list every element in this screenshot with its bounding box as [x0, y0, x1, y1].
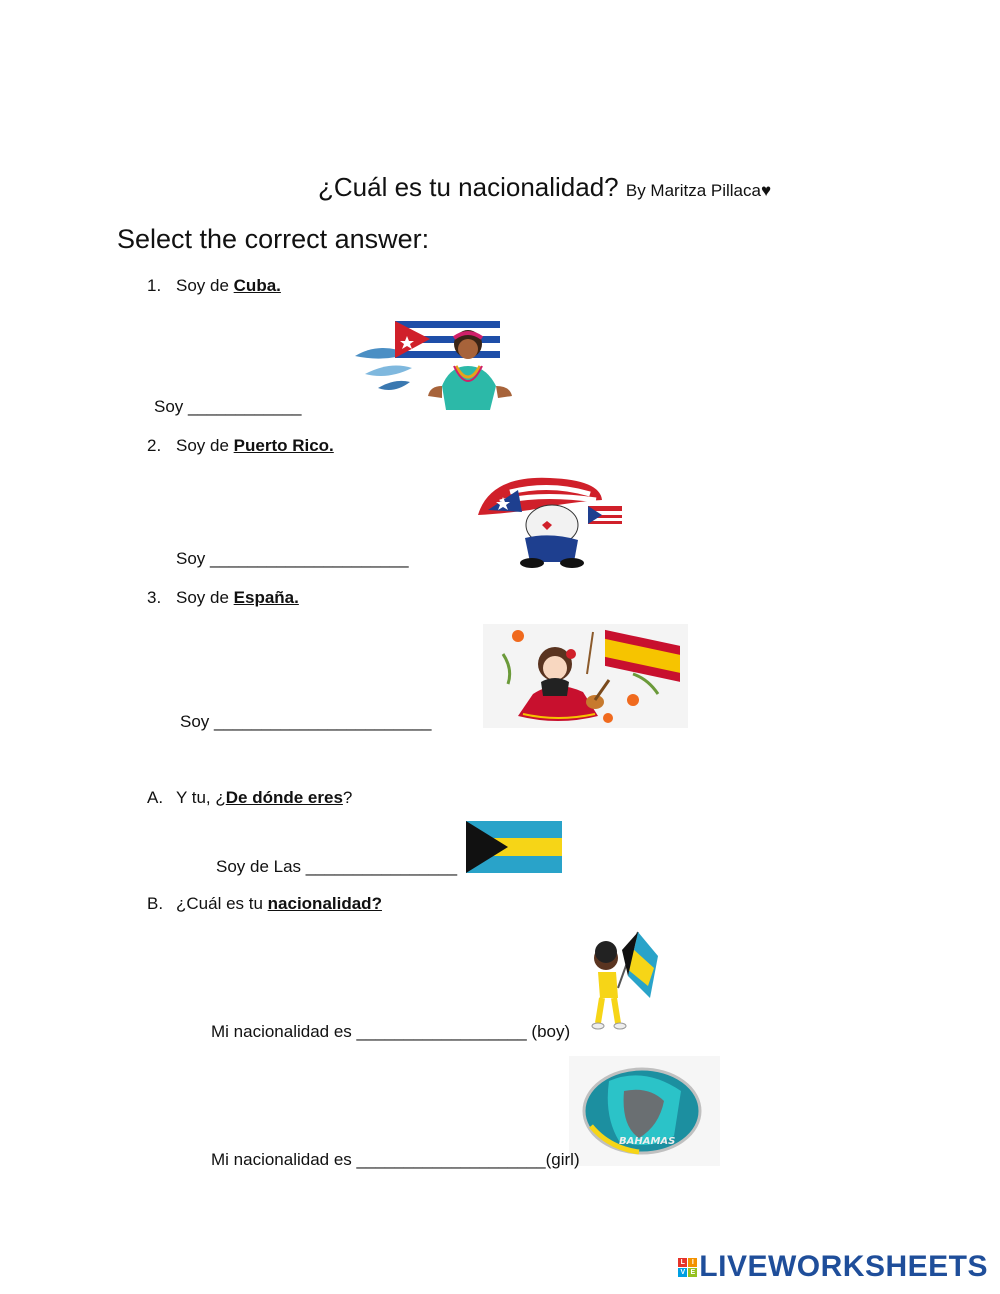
question-number: 3.: [147, 588, 162, 607]
answer-a: Soy de Las ________________: [216, 857, 458, 876]
question-prefix: Soy de: [176, 276, 234, 295]
cuba-woman-illustration: [350, 316, 525, 411]
question-b: [147, 894, 382, 914]
instructions: Select the correct answer:: [117, 224, 430, 254]
question-2: [147, 436, 334, 456]
puerto-rico-character-illustration: [470, 470, 630, 570]
title-text: ¿Cuál es tu nacionalidad?: [318, 172, 619, 202]
question-prefix: ¿Cuál es tu: [176, 894, 268, 913]
spain-girl-illustration: [483, 624, 688, 728]
answer-2: Soy _____________________: [176, 549, 409, 568]
question-country: España.: [233, 588, 299, 607]
question-number: A.: [147, 788, 164, 807]
question-prefix: Soy de: [176, 436, 234, 455]
question-1: [147, 276, 281, 296]
question-number: B.: [147, 894, 164, 913]
answer-3: Soy _______________________: [180, 712, 432, 731]
answer-b-girl: Mi nacionalidad es ____________________(girl): [211, 1150, 580, 1169]
brand-tile: E: [688, 1268, 697, 1277]
bahamas-label: BAHAMAS: [619, 1136, 676, 1147]
question-prefix: Soy de: [176, 588, 234, 607]
brand-tile: I: [688, 1258, 697, 1267]
puerto-rico-flag-icon: [588, 506, 622, 524]
brand-tile: V: [678, 1268, 687, 1277]
cuba-flag-icon: [395, 321, 500, 359]
answer-1: Soy ____________: [154, 397, 302, 416]
question-number: 1.: [147, 276, 162, 295]
question-emphasis: De dónde eres: [225, 788, 343, 807]
question-emphasis: nacionalidad?: [267, 894, 382, 913]
bahamas-flag-icon: [466, 821, 562, 873]
bahamas-boy-illustration: [588, 928, 660, 1033]
question-country: Cuba.: [233, 276, 281, 295]
question-a: [147, 788, 352, 808]
question-suffix: ?: [342, 788, 353, 807]
question-country: Puerto Rico.: [233, 436, 334, 455]
bahamas-girl-illustration: [569, 1056, 720, 1166]
brand-tile: L: [678, 1258, 687, 1267]
answer-b-boy: Mi nacionalidad es __________________ (boy): [211, 1022, 571, 1041]
heart-icon: ♥: [760, 181, 772, 200]
brand-name: LIVEWORKSHEETS: [699, 1250, 988, 1283]
author-byline: By Maritza Pillaca: [625, 181, 761, 200]
question-3: [147, 588, 299, 608]
question-prefix: Y tu, ¿: [176, 788, 226, 807]
question-number: 2.: [147, 436, 162, 455]
liveworksheets-logo: [678, 1250, 988, 1284]
page-title: [318, 172, 771, 203]
brand-tiles: [678, 1258, 697, 1277]
